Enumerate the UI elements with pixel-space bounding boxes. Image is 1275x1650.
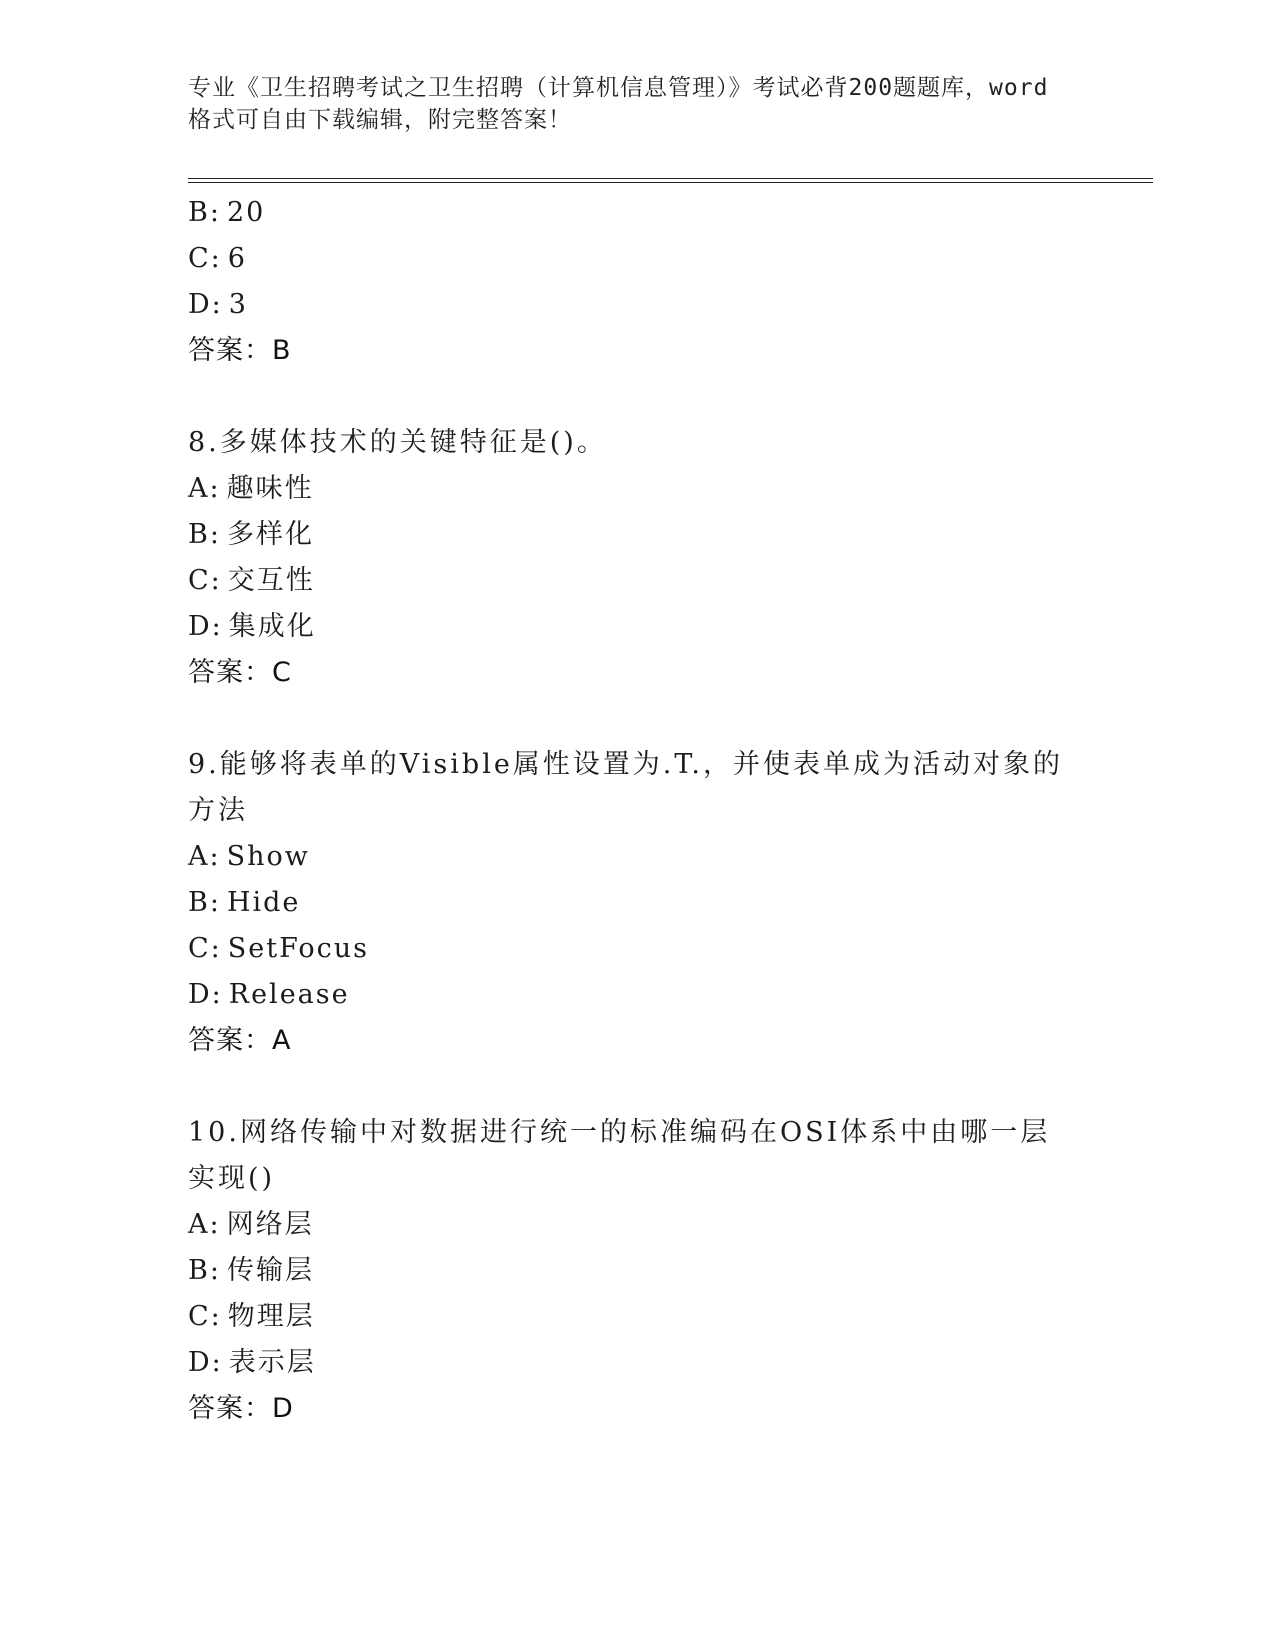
option-key: D:	[188, 611, 223, 642]
option-text: 交互性	[227, 565, 315, 596]
header-divider-bottom	[188, 182, 1153, 183]
answer-line: 答案：D	[188, 1393, 294, 1424]
option-item	[188, 236, 1088, 282]
option-item	[188, 466, 1088, 512]
question-fragment	[188, 190, 1088, 374]
option-key: C:	[188, 1301, 222, 1332]
option-key: D:	[188, 1347, 223, 1378]
option-item	[188, 926, 1088, 972]
header-line-2: 格式可自由下载编辑，附完整答案！	[188, 107, 572, 133]
option-text: SetFocus	[227, 933, 369, 964]
option-text: 网络层	[226, 1209, 314, 1240]
option-text: Release	[228, 979, 350, 1010]
option-item	[188, 1340, 1088, 1386]
option-key: B:	[188, 887, 221, 918]
option-text: 6	[227, 243, 247, 274]
option-key: B:	[188, 197, 221, 228]
answer-line: 答案：C	[188, 657, 292, 688]
spacer	[188, 1064, 1088, 1110]
option-text: Hide	[226, 887, 301, 918]
option-item	[188, 558, 1088, 604]
option-text: 表示层	[228, 1347, 316, 1378]
header-divider-top	[188, 178, 1153, 179]
option-key: C:	[188, 243, 222, 274]
question-block	[188, 742, 1088, 1064]
spacer	[188, 374, 1088, 420]
option-text: Show	[226, 841, 310, 872]
option-key: C:	[188, 565, 222, 596]
option-key: B:	[188, 1255, 221, 1286]
option-text: 集成化	[228, 611, 316, 642]
option-key: A:	[188, 1209, 221, 1240]
option-item	[188, 834, 1088, 880]
spacer	[188, 696, 1088, 742]
option-text: 3	[228, 289, 248, 320]
option-item	[188, 1248, 1088, 1294]
option-item	[188, 282, 1088, 328]
header-line-1: 专业《卫生招聘考试之卫生招聘（计算机信息管理）》考试必背200题题库，word	[188, 75, 1049, 101]
option-key: C:	[188, 933, 222, 964]
question-block	[188, 1110, 1088, 1432]
option-item	[188, 1294, 1088, 1340]
option-item	[188, 604, 1088, 650]
answer-line: 答案：A	[188, 1025, 292, 1056]
option-item	[188, 880, 1088, 926]
option-item	[188, 512, 1088, 558]
option-text: 20	[226, 197, 266, 228]
question-text: 9.能够将表单的Visible属性设置为.T.，并使表单成为活动对象的方法	[188, 749, 1064, 826]
question-text: 10.网络传输中对数据进行统一的标准编码在OSI体系中由哪一层实现()	[188, 1117, 1051, 1194]
option-text: 多样化	[226, 519, 314, 550]
option-key: B:	[188, 519, 221, 550]
option-item	[188, 1202, 1088, 1248]
option-text: 传输层	[226, 1255, 314, 1286]
answer-line: 答案：B	[188, 335, 292, 366]
option-item	[188, 972, 1088, 1018]
question-block	[188, 420, 1088, 696]
option-key: A:	[188, 841, 221, 872]
document-header	[188, 72, 1088, 136]
option-key: D:	[188, 289, 223, 320]
option-text: 趣味性	[226, 473, 314, 504]
option-key: A:	[188, 473, 221, 504]
option-key: D:	[188, 979, 223, 1010]
question-text: 8.多媒体技术的关键特征是()。	[188, 427, 607, 458]
question-list	[188, 190, 1088, 1432]
option-item	[188, 190, 1088, 236]
option-text: 物理层	[227, 1301, 315, 1332]
